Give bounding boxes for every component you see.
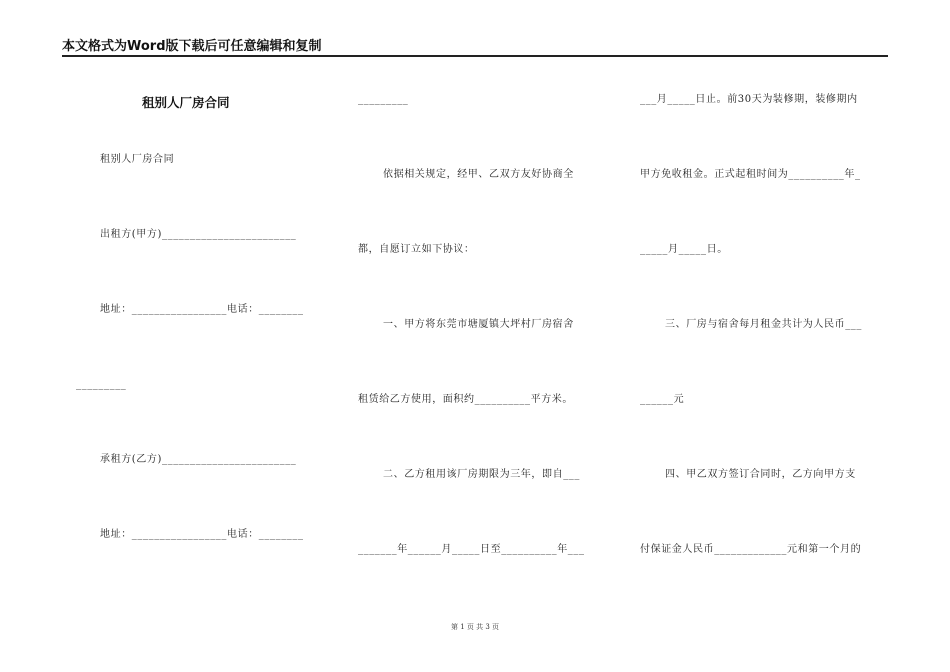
col3-line4: 三、厂房与宿舍每月租金共计为人民币___ [665,319,862,330]
col1-lessor-address-cont: _________ [76,379,127,390]
col1-lessor: 出租方(甲方)________________________ [100,229,297,240]
col1-lessee: 承租方(乙方)________________________ [100,454,297,465]
col3-line1: ___月_____日止。前30天为装修期，装修期内 [640,94,858,105]
col1-lessor-address: 地址：_________________电话：________ [100,304,304,315]
col3-line7: 付保证金人民币_____________元和第一个月的 [640,544,862,555]
col2-line6: 二、乙方租用该厂房期限为三年，即自___ [383,469,580,480]
header-text: 本文格式为Word版下载后可任意编辑和复制 [62,39,322,54]
col2-line5: 租赁给乙方使用，面积约__________平方米。 [358,394,573,405]
col1-subtitle: 租别人厂房合同 [100,154,175,165]
page-number: 第 1 页 共 3 页 [450,623,500,631]
col3-line3: _____月_____日。 [640,244,728,255]
col3-line6: 四、甲乙双方签订合同时，乙方向甲方支 [665,469,856,480]
col2-line4: 一、甲方将东莞市塘厦镇大坪村厂房宿舍 [383,319,574,330]
document-title: 租别人厂房合同 [142,95,230,110]
col3-line2: 甲方免收租金。正式起租时间为__________年_ [640,169,861,180]
col2-line2: 依据相关规定，经甲、乙双方友好协商全 [383,169,574,180]
col2-line7: _______年______月_____日至__________年___ [358,544,585,555]
col2-line1: _________ [358,94,409,105]
col1-lessee-address: 地址：_________________电话：________ [100,529,304,540]
document-header [62,33,888,57]
col2-line3: 都，自愿订立如下协议： [358,244,475,255]
col3-line5: ______元 [640,394,685,405]
